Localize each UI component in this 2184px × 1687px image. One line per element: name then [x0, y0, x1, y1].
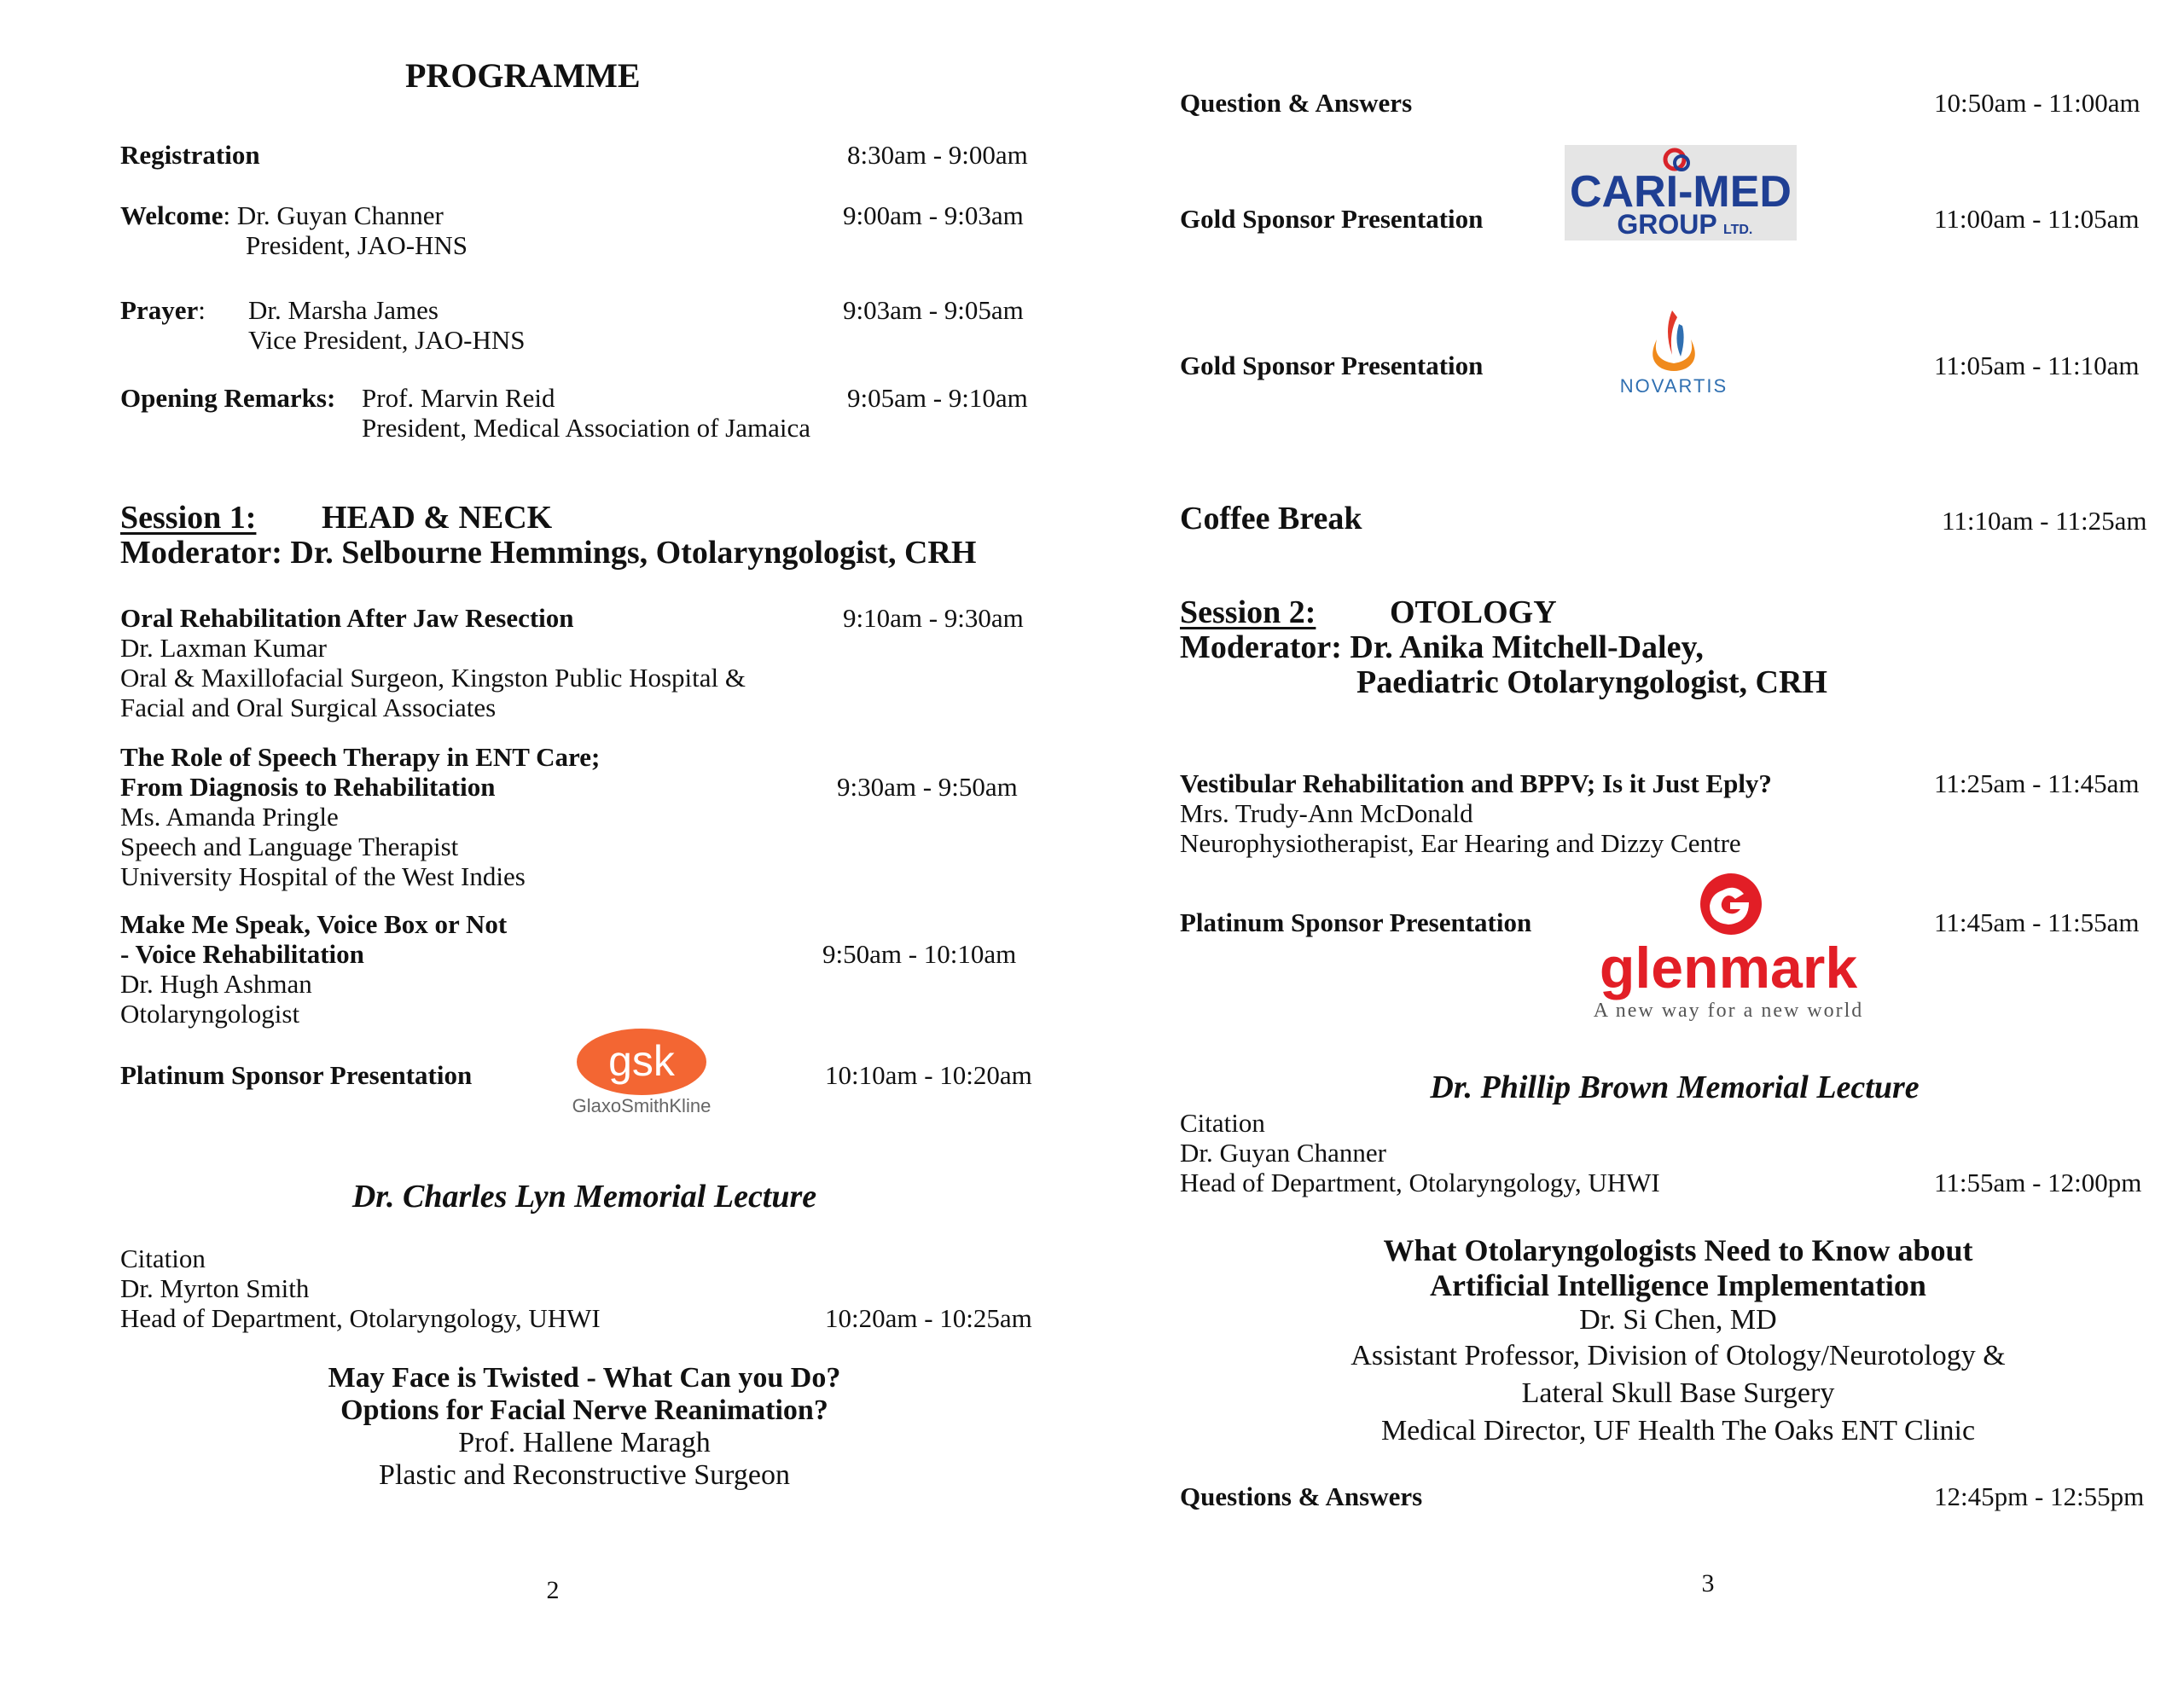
gold1-label: Gold Sponsor Presentation	[1180, 204, 1484, 234]
left-lecture-role: Head of Department, Otolaryngology, UHWI	[120, 1303, 601, 1333]
right-keynote-title-1: What Otolaryngologists Need to Know about	[1383, 1233, 1973, 1267]
talk2-speaker: Ms. Amanda Pringle	[120, 802, 339, 832]
right-sponsor-time: 11:45am - 11:55am	[1934, 907, 2140, 937]
prayer-time: 9:03am - 9:05am	[843, 295, 1024, 325]
gsk-logo-sub: GlaxoSmithKline	[572, 1095, 712, 1116]
gsk-logo-text: gsk	[608, 1037, 675, 1085]
talk2-affiliation-2: University Hospital of the West Indies	[120, 861, 526, 891]
right-keynote-affiliation-2: Lateral Skull Base Surgery	[1521, 1377, 1835, 1409]
registration-label: Registration	[120, 140, 260, 170]
left-keynote-speaker: Prof. Hallene Maragh	[458, 1427, 711, 1458]
talk1-speaker: Dr. Laxman Kumar	[120, 633, 327, 663]
talk2-affiliation-1: Speech and Language Therapist	[120, 832, 459, 861]
opening-line: Opening Remarks:	[120, 383, 336, 413]
left-keynote-title-2: Options for Facial Nerve Reanimation?	[340, 1394, 828, 1426]
carimed-logo-mark	[1565, 145, 1797, 241]
right-lecture-time: 11:55am - 12:00pm	[1934, 1168, 2142, 1197]
right-talk1-speaker: Mrs. Trudy-Ann McDonald	[1180, 798, 1473, 828]
session1-label: Session 1:	[120, 500, 257, 536]
talk2-title-1: The Role of Speech Therapy in ENT Care;	[120, 742, 601, 772]
carimed-ltd: LTD.	[1723, 223, 1753, 237]
gsk-logo-mark	[541, 1023, 746, 1122]
opening-role: President, Medical Association of Jamaica	[362, 413, 811, 443]
right-talk1-time: 11:25am - 11:45am	[1934, 768, 2140, 798]
gold2-time: 11:05am - 11:10am	[1934, 351, 2140, 380]
right-keynote-affiliation-3: Medical Director, UF Health The Oaks ENT Clinic	[1380, 1415, 1976, 1446]
left-keynote-role: Plastic and Reconstructive Surgeon	[379, 1459, 790, 1491]
novartis-logo-mark	[1604, 307, 1744, 399]
opening-label: Opening Remarks	[120, 383, 327, 413]
left-lecture-time: 10:20am - 10:25am	[825, 1303, 1032, 1333]
left-sponsor-time: 10:10am - 10:20am	[825, 1060, 1032, 1090]
talk2-title-2: From Diagnosis to Rehabilitation	[120, 772, 496, 802]
right-talk1-affiliation: Neurophysiotherapist, Ear Hearing and Dizzy Centre	[1180, 828, 1741, 858]
prayer-label: Prayer	[120, 295, 199, 325]
novartis-flame-blue	[1676, 324, 1683, 357]
welcome-line	[120, 200, 444, 231]
coffee-time: 11:10am - 11:25am	[1942, 506, 2147, 536]
novartis-flame-base	[1653, 339, 1695, 371]
welcome-role: President, JAO-HNS	[246, 230, 468, 260]
qa2-time: 12:45pm - 12:55pm	[1934, 1481, 2145, 1511]
qa2-label: Questions & Answers	[1180, 1481, 1423, 1511]
prayer-line: Prayer:	[120, 295, 206, 325]
talk3-time: 9:50am - 10:10am	[822, 939, 1017, 969]
right-keynote-affiliation-1: Assistant Professor, Division of Otology/Neurotology &	[1350, 1340, 2006, 1371]
qa1-time: 10:50am - 11:00am	[1934, 88, 2140, 118]
prayer-role: Vice President, JAO-HNS	[248, 325, 526, 355]
right-page-number: 3	[1701, 1569, 1715, 1597]
right-lecture-title: Dr. Phillip Brown Memorial Lecture	[1430, 1070, 1920, 1105]
coffee-label: Coffee Break	[1180, 501, 1362, 536]
left-lecture-title: Dr. Charles Lyn Memorial Lecture	[351, 1179, 817, 1215]
session1-topic: HEAD & NECK	[322, 500, 553, 536]
registration-time: 8:30am - 9:00am	[847, 140, 1028, 170]
talk1-affiliation-1: Oral & Maxillofacial Surgeon, Kingston Public Hospital &	[120, 663, 746, 693]
session1-moderator: Moderator: Dr. Selbourne Hemmings, Otolaryngologist, CRH	[120, 535, 977, 571]
novartis-logo-text: NOVARTIS	[1619, 375, 1728, 397]
glenmark-logo-text: glenmark	[1599, 936, 1858, 1000]
prayer-name: Dr. Marsha James	[248, 295, 439, 325]
right-lecture-role: Head of Department, Otolaryngology, UHWI	[1180, 1168, 1660, 1197]
talk3-affiliation: Otolaryngologist	[120, 999, 300, 1029]
talk3-speaker: Dr. Hugh Ashman	[120, 969, 312, 999]
programme-title: PROGRAMME	[405, 56, 641, 95]
opening-time: 9:05am - 9:10am	[847, 383, 1028, 413]
right-talk1-title: Vestibular Rehabilitation and BPPV; Is it Just Eply?	[1180, 768, 1772, 798]
talk1-time: 9:10am - 9:30am	[843, 603, 1024, 633]
left-keynote-title-1: May Face is Twisted - What Can you Do?	[328, 1362, 841, 1394]
left-lecture-citation: Citation	[120, 1244, 206, 1273]
novartis-flame-red	[1668, 310, 1677, 355]
welcome-label: Welcome	[120, 200, 224, 230]
talk2-time: 9:30am - 9:50am	[837, 772, 1018, 802]
session2-topic: OTOLOGY	[1390, 594, 1557, 630]
carimed-line1: CARI-MED	[1570, 167, 1792, 217]
gsk-logo	[541, 1023, 746, 1122]
novartis-logo	[1604, 307, 1744, 399]
carimed-line2: GROUP	[1617, 209, 1717, 240]
qa1-label: Question & Answers	[1180, 88, 1413, 118]
welcome-time: 9:00am - 9:03am	[843, 200, 1024, 230]
talk3-title-1: Make Me Speak, Voice Box or Not	[120, 909, 508, 939]
glenmark-logo	[1582, 872, 1875, 1023]
session2-moderator-role: Paediatric Otolaryngologist, CRH	[1356, 664, 1827, 700]
talk3-title-2: - Voice Rehabilitation	[120, 939, 364, 969]
right-lecture-speaker: Dr. Guyan Channer	[1180, 1138, 1386, 1168]
left-page-number: 2	[546, 1576, 560, 1604]
right-sponsor-label: Platinum Sponsor Presentation	[1180, 907, 1532, 937]
right-keynote-speaker: Dr. Si Chen, MD	[1579, 1304, 1777, 1336]
glenmark-logo-mark	[1582, 872, 1875, 1023]
left-sponsor-label: Platinum Sponsor Presentation	[120, 1060, 473, 1090]
gold2-label: Gold Sponsor Presentation	[1180, 351, 1484, 380]
talk1-affiliation-2: Facial and Oral Surgical Associates	[120, 693, 497, 722]
carimed-logo	[1565, 145, 1797, 241]
right-keynote-title-2: Artificial Intelligence Implementation	[1430, 1268, 1926, 1302]
welcome-name: : Dr. Guyan Channer	[223, 200, 444, 230]
left-lecture-speaker: Dr. Myrton Smith	[120, 1273, 310, 1303]
session2-label: Session 2:	[1180, 594, 1316, 630]
session2-moderator: Moderator: Dr. Anika Mitchell-Daley,	[1180, 629, 1704, 665]
gold1-time: 11:00am - 11:05am	[1934, 204, 2140, 234]
right-lecture-citation: Citation	[1180, 1108, 1265, 1138]
opening-name: Prof. Marvin Reid	[362, 383, 555, 413]
glenmark-tagline: A new way for a new world	[1593, 1000, 1864, 1022]
talk1-title: Oral Rehabilitation After Jaw Resection	[120, 603, 574, 633]
